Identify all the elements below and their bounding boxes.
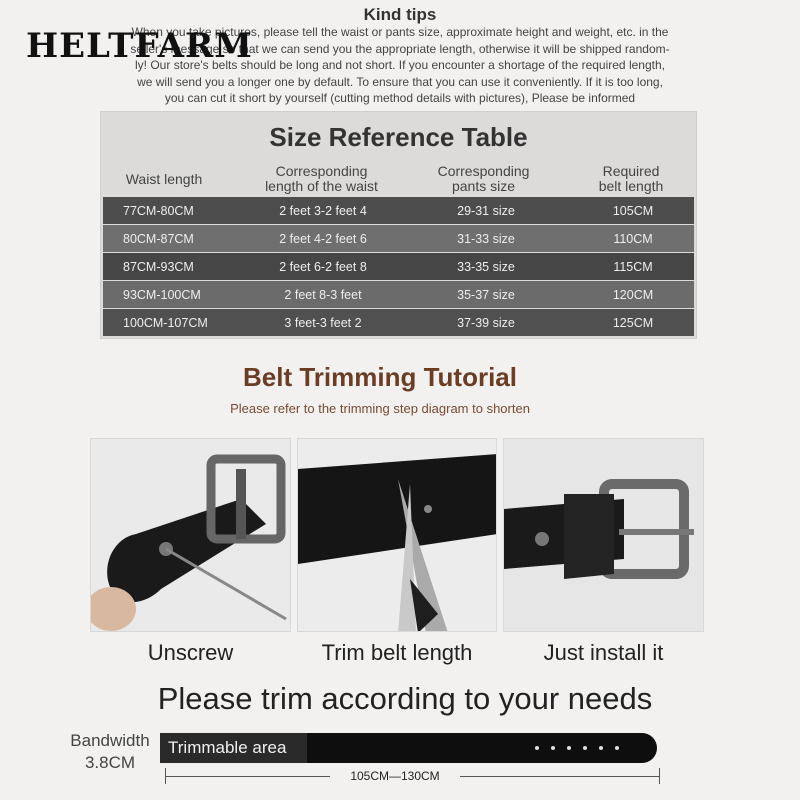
kind-tips-line: we will send you a longer one by default. To ensure that you can use it conveniently. If it is too long, [137,74,663,89]
cell-pants: 29-31 size [457,204,515,218]
cell-waist: 80CM-87CM [123,232,194,246]
hole [599,746,603,750]
cell-pants: 37-39 size [457,316,515,330]
header-corresponding-waist: Corresponding length of the waist [265,163,378,194]
cell-belt: 120CM [612,288,654,302]
bandwidth-value: 3.8CM [84,753,136,772]
dimension-tick [165,768,166,784]
table-row [103,197,694,224]
cell-belt: 110CM [613,232,653,246]
cell-waist: 87CM-93CM [123,260,194,274]
cell-waist: 93CM-100CM [123,288,201,302]
cell-belt: 105CM [612,204,654,218]
cell-pants: 33-35 size [457,260,515,274]
cell-waist: 77CM-80CM [123,204,194,218]
cell-pants: 31-33 size [457,232,515,246]
hole [567,746,571,750]
table-row [103,225,694,252]
cell-length: 2 feet 4-2 feet 6 [279,232,367,246]
table-row [103,281,694,308]
table-title: Size Reference Table [269,122,528,152]
hole [551,746,555,750]
tutorial-subtitle: Please refer to the trimming step diagram to shorten [230,401,530,416]
trimmable-area: Trimmable area [160,733,307,763]
bandwidth-label [60,730,160,774]
table-row [103,253,694,280]
trim-photo [297,438,497,632]
kind-tips-line: seller's message so that we can send you the appropriate length, otherwise it will be shipped random- [130,41,670,56]
kind-tips-line: you can cut it short by yourself (cutting method details with pictures), Please be informed [164,91,636,105]
cell-length: 2 feet 6-2 feet 8 [279,260,367,274]
hole [535,746,539,750]
bandwidth-text: Bandwidth [70,731,150,750]
cell-waist: 100CM-107CM [123,316,208,330]
install-photo [503,438,704,632]
length-range: 105CM—130CM [330,769,460,783]
header-belt-length: Required belt length [598,163,664,194]
trim-headline: Please trim according to your needs [157,681,653,716]
cell-pants: 35-37 size [457,288,515,302]
hole [583,746,587,750]
kind-tips-line: ly! Our store's belts should be long and not short. If you encounter a shortage of the required length, [135,58,665,72]
cell-belt: 125CM [612,316,654,330]
cell-length: 2 feet 3-2 feet 4 [279,204,367,218]
unscrew-photo [90,438,291,632]
step-caption: Unscrew [147,640,234,665]
dimension-tick [659,768,660,784]
cell-belt: 115CM [613,260,653,274]
kind-tips-line: When you take pictures, please tell the waist or pants size, approximate height and weight, etc. in the [131,25,669,39]
kind-tips-title: Kind tips [363,5,437,24]
tutorial-title: Belt Trimming Tutorial [243,362,517,392]
step-caption: Just install it [543,640,664,665]
header-pants-size: Corresponding pants size [437,163,530,194]
cell-length: 2 feet 8-3 feet [284,288,362,302]
brand-logo: HELTFARM [26,26,253,66]
size-reference-table [100,111,697,339]
hole [615,746,619,750]
table-row [103,309,694,336]
step-caption: Trim belt length [321,640,473,665]
cell-length: 3 feet-3 feet 2 [284,316,362,330]
header-waist-length: Waist length [125,171,203,187]
